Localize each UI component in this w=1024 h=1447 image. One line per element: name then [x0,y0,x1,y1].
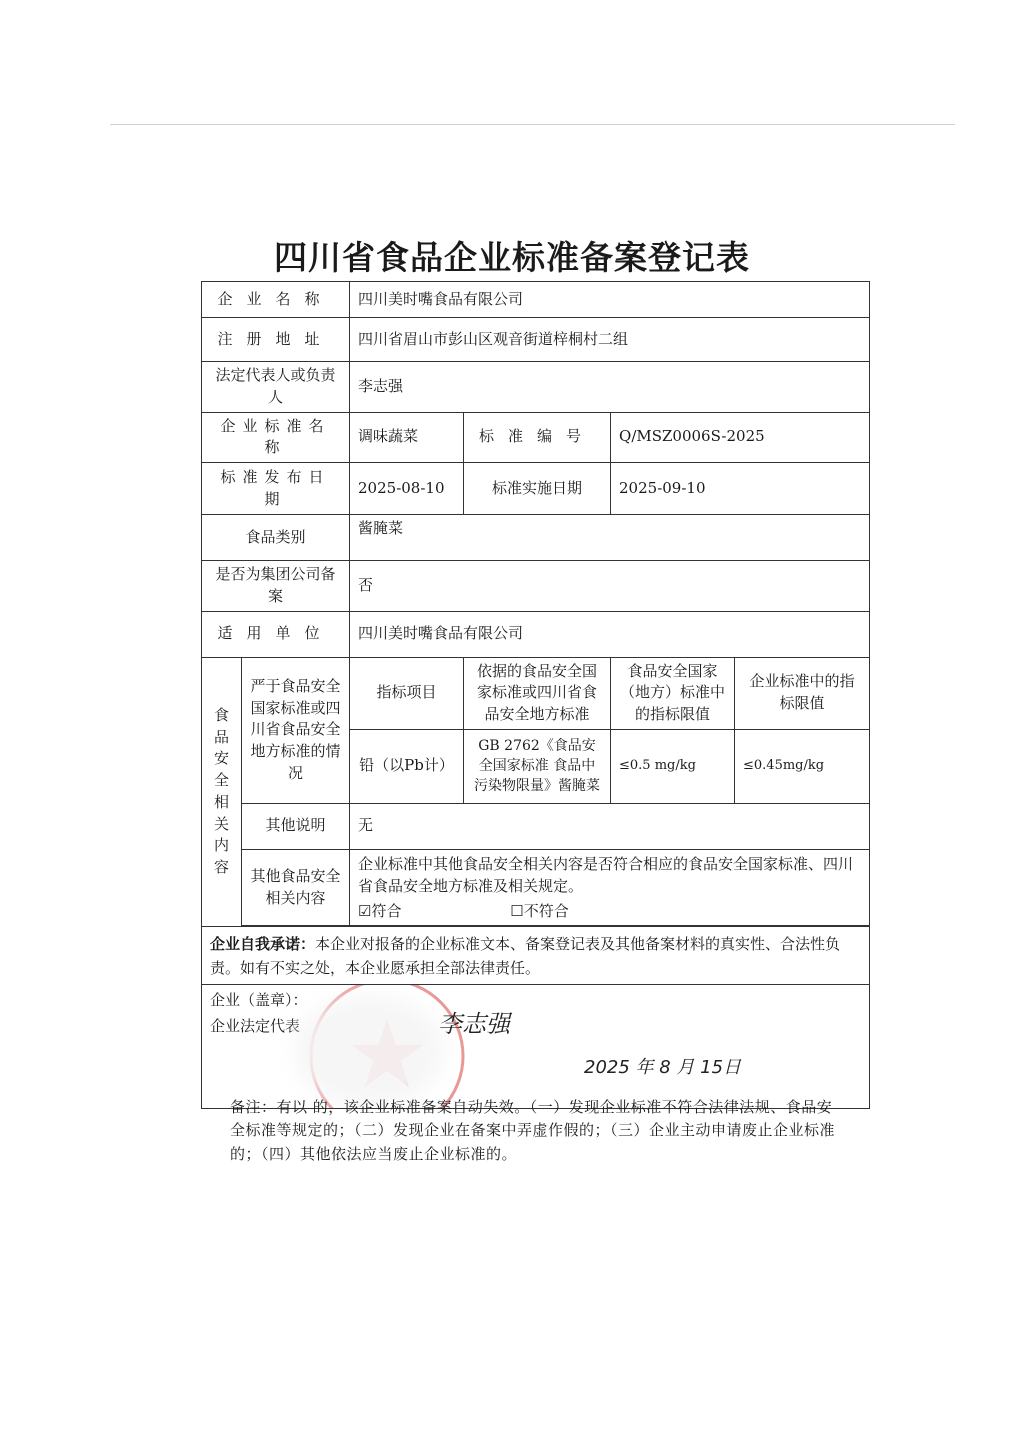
implementation-date-label: 标准实施日期 [464,463,611,515]
standard-number-value: Q/MSZ0006S-2025 [611,412,870,463]
address-value: 四川省眉山市彭山区观音街道梓桐村二组 [350,318,870,362]
standard-number-label: 标准编号 [464,412,611,463]
page-top-rule [110,124,955,125]
implementation-date-value: 2025-09-10 [611,463,870,515]
footnote-remarks: 备注：有以 的，该企业标准备案自动失效。（一）发现企业标准不符合法律法规、食品安全标准等规定的；（二）发现企业在备案中弄虚作假的；（三）企业主动申请废止企业标准的；（四）其他依法应当废止企业标准的。 [230,1098,836,1163]
food-category-label: 食品类别 [202,515,350,561]
indicator-enterprise-limit: ≤0.45mg/kg [735,729,870,803]
commitment-label: 企业自我承诺： [210,934,316,953]
handwritten-signature: 李志强 [438,1010,510,1039]
indicator-national-limit: ≤0.5 mg/kg [611,729,735,803]
address-label: 注册地址 [202,318,350,362]
row-dates [202,463,870,515]
applicable-unit-value: 四川美时嘴食品有限公司 [350,611,870,657]
comply-checkbox[interactable]: ☑符合 [358,901,402,920]
row-commitment [202,927,870,985]
registration-form-table [201,281,870,1109]
standard-name-value: 调味蔬菜 [350,412,464,463]
row-applicable-unit [202,611,870,657]
company-seal-label: 企业（盖章）： [210,991,308,1010]
other-content-label: 其他食品安全相关内容 [242,849,350,926]
publish-date-label: 标准发布日期 [202,463,350,515]
group-filing-label: 是否为集团公司备案 [202,561,350,612]
commitment-text: 本企业对报备的企业标准文本、备案登记表及其他备案材料的真实性、合法性负责。如有不实之处，本企业愿承担全部法律责任。 [210,934,841,977]
commitment-cell [202,927,870,985]
signature-cell [202,985,870,1109]
page-title: 四川省食品企业标准备案登记表 [274,238,750,277]
row-standard-name [202,412,870,463]
legal-rep-signature-label: 企业法定代表 [210,1016,301,1035]
legal-rep-label: 法定代表人或负责人 [202,362,350,413]
standard-name-label: 企业标准名称 [202,412,350,463]
row-food-category [202,515,870,561]
indicator-item: 铅（以Pb计） [350,729,464,803]
indicator-basis: GB 2762《食品安全国家标准 食品中污染物限量》酱腌菜 [464,729,611,803]
row-other-notes [202,803,870,849]
header-item: 指标项目 [350,657,464,729]
row-safety-headers [202,657,870,729]
signature-date: 2025 年 8 月 15日 [584,1057,742,1079]
not-comply-checkbox[interactable]: ☐不符合 [510,901,569,920]
company-name-label: 企业名称 [202,282,350,318]
safety-section-label [202,657,242,927]
safety-section-label-text: 食品安全相关内容 [213,705,229,877]
group-filing-value: 否 [350,561,870,612]
publish-date-value: 2025-08-10 [350,463,464,515]
redaction-blur [294,995,444,1107]
row-other-content [202,849,870,926]
row-company-name [202,282,870,318]
compliance-options [358,900,861,923]
row-signature [202,985,870,1109]
stricter-situation-label: 严于食品安全国家标准或四川省食品安全地方标准的情况 [242,657,350,803]
legal-rep-value: 李志强 [350,362,870,413]
applicable-unit-label: 适用单位 [202,611,350,657]
other-notes-value: 无 [350,803,870,849]
row-address [202,318,870,362]
other-content-text: 企业标准中其他食品安全相关内容是否符合相应的食品安全国家标准、四川省食品安全地方标准及相关规定。 [358,854,854,896]
header-national-limit: 食品安全国家（地方）标准中的指标限值 [611,657,735,729]
company-name-value: 四川美时嘴食品有限公司 [350,282,870,318]
header-basis: 依据的食品安全国家标准或四川省食品安全地方标准 [464,657,611,729]
other-notes-label: 其他说明 [242,803,350,849]
other-content-cell [350,849,870,926]
row-legal-rep [202,362,870,413]
row-group-filing [202,561,870,612]
header-enterprise-limit: 企业标准中的指标限值 [735,657,870,729]
food-category-value: 酱腌菜 [350,515,870,561]
